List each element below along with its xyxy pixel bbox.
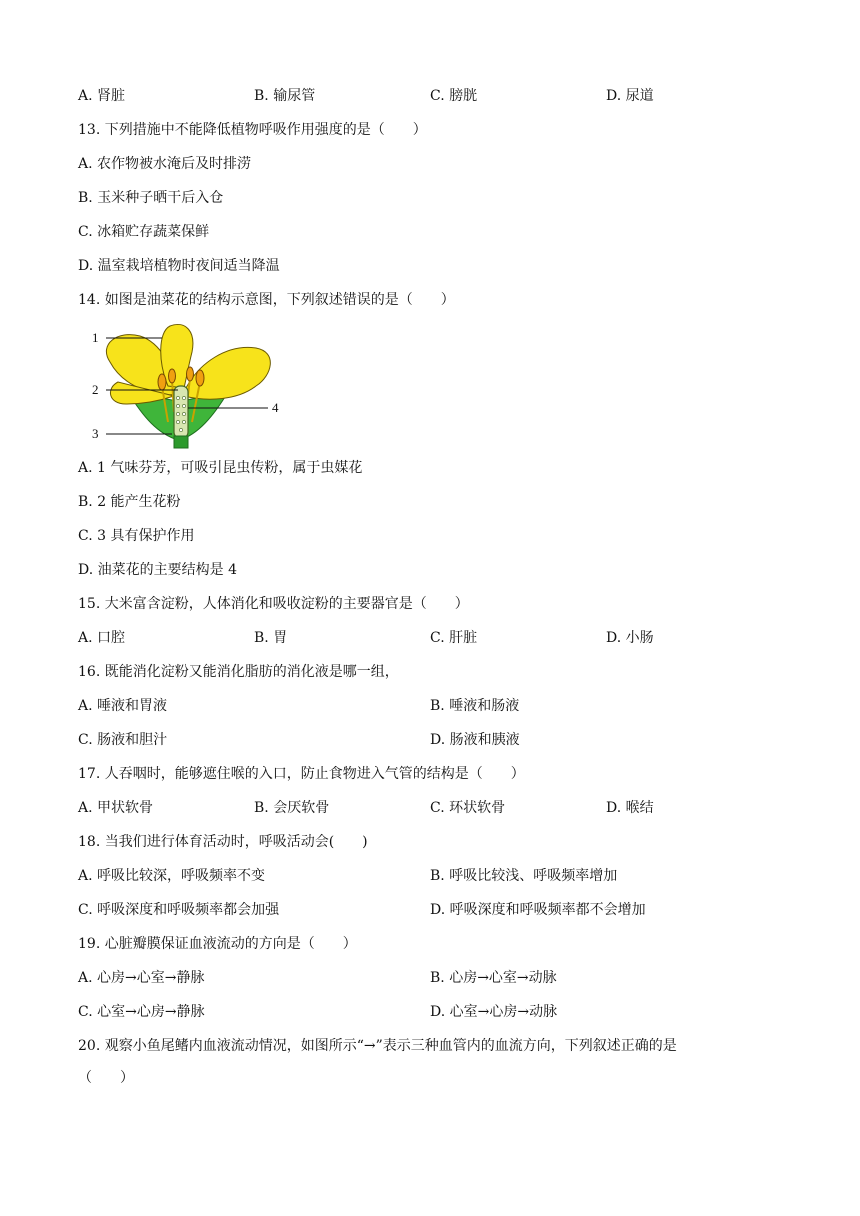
label-3: 3 <box>92 426 99 441</box>
q12-option-c: C. 膀胱 <box>430 88 478 104</box>
q17-option-d: D. 喉结 <box>606 800 654 816</box>
q17-option-b: B. 会厌软骨 <box>254 800 330 816</box>
q20-stem-continued: （ ） <box>78 1070 134 1086</box>
q16-option-b: B. 唾液和肠液 <box>430 698 520 714</box>
q17-option-c: C. 环状软骨 <box>430 800 506 816</box>
q18-option-b: B. 呼吸比较浅、呼吸频率增加 <box>430 868 618 884</box>
q15-option-a: A. 口腔 <box>78 630 126 646</box>
q14-option-a: A. 1 气味芬芳，可吸引昆虫传粉，属于虫媒花 <box>78 460 363 476</box>
q18-option-d: D. 呼吸深度和呼吸频率都不会增加 <box>430 902 646 918</box>
q18-option-a: A. 呼吸比较深，呼吸频率不变 <box>78 868 266 884</box>
q15-option-c: C. 肝脏 <box>430 630 478 646</box>
q15-stem: 15. 大米富含淀粉，人体消化和吸收淀粉的主要器官是（ ） <box>78 596 469 612</box>
q15-option-b: B. 胃 <box>254 630 288 646</box>
q13-stem: 13. 下列措施中不能降低植物呼吸作用强度的是（ ） <box>78 122 427 138</box>
rapeseed-flower-diagram <box>88 322 298 450</box>
anther-right <box>196 370 204 386</box>
q14-option-b: B. 2 能产生花粉 <box>78 494 181 510</box>
q19-option-d: D. 心室→心房→动脉 <box>430 1004 558 1020</box>
q16-stem: 16. 既能消化淀粉又能消化脂肪的消化液是哪一组， <box>78 664 399 680</box>
label-1: 1 <box>92 330 99 345</box>
q14-stem: 14. 如图是油菜花的结构示意图，下列叙述错误的是（ ） <box>78 292 455 308</box>
q14-option-d: D. 油菜花的主要结构是 4 <box>78 562 237 578</box>
q15-option-d: D. 小肠 <box>606 630 654 646</box>
q12-option-a: A. 肾脏 <box>78 88 126 104</box>
q16-option-d: D. 肠液和胰液 <box>430 732 520 748</box>
q13-option-d: D. 温室栽培植物时夜间适当降温 <box>78 258 280 274</box>
q18-stem: 18. 当我们进行体育活动时，呼吸活动会( ) <box>78 834 368 850</box>
q13-option-a: A. 农作物被水淹后及时排涝 <box>78 156 252 172</box>
q16-option-a: A. 唾液和胃液 <box>78 698 168 714</box>
q18-option-c: C. 呼吸深度和呼吸频率都会加强 <box>78 902 280 918</box>
label-2: 2 <box>92 382 99 397</box>
q12-option-d: D. 尿道 <box>606 88 654 104</box>
q19-option-b: B. 心房→心室→动脉 <box>430 970 557 986</box>
q13-option-b: B. 玉米种子晒干后入仓 <box>78 190 224 206</box>
q16-option-c: C. 肠液和胆汁 <box>78 732 168 748</box>
q17-option-a: A. 甲状软骨 <box>78 800 154 816</box>
q20-stem: 20. 观察小鱼尾鳍内血液流动情况，如图所示“→”表示三种血管内的血流方向，下列叙述正确的是 <box>78 1038 677 1054</box>
q19-option-a: A. 心房→心室→静脉 <box>78 970 205 986</box>
q12-option-b: B. 输尿管 <box>254 88 316 104</box>
q19-stem: 19. 心脏瓣膜保证血液流动的方向是（ ） <box>78 936 357 952</box>
q14-option-c: C. 3 具有保护作用 <box>78 528 195 544</box>
q17-stem: 17. 人吞咽时，能够遮住喉的入口，防止食物进入气管的结构是（ ） <box>78 766 525 782</box>
receptacle <box>174 436 188 448</box>
anther-left <box>158 374 166 390</box>
q19-option-c: C. 心室→心房→静脉 <box>78 1004 205 1020</box>
q13-option-c: C. 冰箱贮存蔬菜保鲜 <box>78 224 210 240</box>
label-4: 4 <box>272 400 279 415</box>
